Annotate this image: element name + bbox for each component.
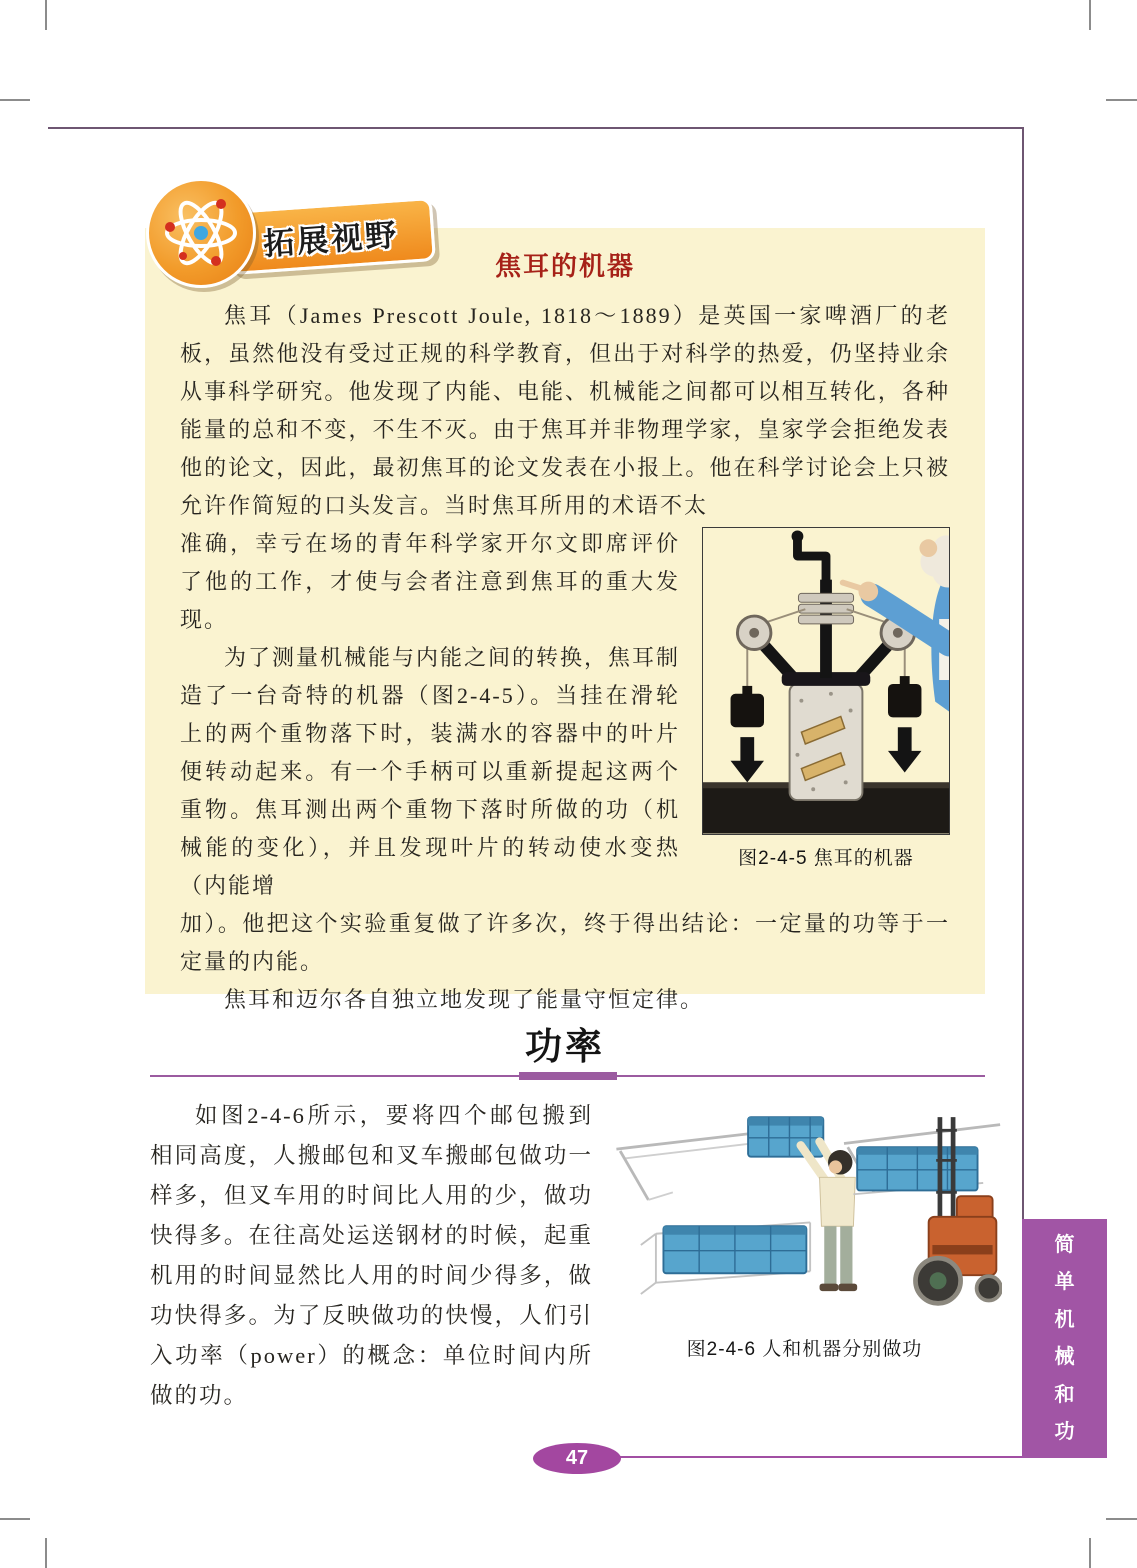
crop-mark (45, 0, 47, 30)
figure-man-machine-caption: 图2-4-6 人和机器分别做功 (686, 1339, 923, 1360)
figure-man-and-machine (607, 1102, 1002, 1362)
tab-char: 简 (1054, 1234, 1075, 1256)
panel-paragraph-2: 为了测量机械能与内能之间的转换，焦耳制造了一台奇特的机器（图2-4-5）。当挂在滑轮上的两个重物落下时，装满水的容器中的叶片便转动起来。有一个手柄可以重新提起这两个重物。焦耳测出两个重物下落时所做的功（机械能的变化），并且发现叶片的转动使水变热（内能增 (180, 645, 681, 898)
crop-mark (0, 99, 30, 101)
expand-view-panel (145, 228, 985, 1012)
panel-title: 焦耳的机器 (494, 251, 635, 281)
badge-label: 拓展视野 (262, 216, 401, 262)
tab-char: 单 (1054, 1271, 1075, 1294)
panel-paragraph-2-cont: 加）。他把这个实验重复做了许多次，终于得出结论：一定量的功等于一定量的内能。 (180, 911, 950, 974)
power-text-figure-row (150, 1096, 1002, 1416)
tab-char: 机 (1054, 1308, 1075, 1331)
badge-plate (226, 197, 436, 275)
atom-icon (146, 178, 256, 288)
crop-mark (1106, 1518, 1137, 1520)
crop-mark (0, 1518, 30, 1520)
panel-text-figure-row (180, 525, 950, 905)
tab-char: 和 (1054, 1383, 1075, 1406)
rule-thick (519, 1072, 617, 1080)
power-paragraph: 如图2-4-6所示，要将四个邮包搬到相同高度，人搬邮包和叉车搬邮包做功一样多，但叉车用的时间比人用的少，做功快得多。在往高处运送钢材的时候，起重机用的时间显然比人用的时间少得多，做功快得多。为了反映做功的快慢，人们引入功率（power）的概念：单位时间内所做的功。 (150, 1103, 593, 1408)
panel-narrow-column (180, 525, 680, 905)
man-and-machine-illustration (607, 1102, 1002, 1326)
chapter-side-tab (1022, 1219, 1107, 1458)
power-text-column (150, 1096, 593, 1416)
panel-paragraph-1-cont: 准确，幸亏在场的青年科学家开尔文即席评价了他的工作，才使与会者注意到焦耳的重大发现。 (180, 531, 680, 632)
page-number: 47 (533, 1443, 621, 1474)
joule-machine-illustration (702, 527, 950, 835)
expand-view-badge (146, 178, 436, 293)
figure-joule-caption: 图2-4-5 焦耳的机器 (738, 848, 914, 869)
panel-paragraph-1-full: 焦耳（James Prescott Joule, 1818～1889）是英国一家啤酒厂的老板，虽然他没有受过正规的科学教育，但出于对科学的热爱，仍坚持业余从事科学研究。他发现了内能、电能、机械能之间都可以相互转化，各种能量的总和不变，不生不灭。由于焦耳并非物理学家，皇家学会拒绝发表他的论文，因此，最初焦耳的论文发表在小报上。他在科学讨论会上只被允许作简短的口头发言。当时焦耳所用的术语不太 (180, 303, 950, 518)
tab-char: 功 (1054, 1420, 1075, 1443)
frame-top-rule (48, 127, 1024, 129)
section-heading-power: 功率 (525, 1026, 605, 1067)
crop-mark (1089, 1538, 1091, 1568)
crop-mark (45, 1538, 47, 1568)
section-heading-rule (150, 1072, 985, 1080)
page-number-rule (615, 1456, 1022, 1458)
figure-joule-machine (702, 527, 950, 871)
crop-mark (1089, 0, 1091, 30)
tab-char: 械 (1054, 1346, 1075, 1369)
panel-paragraph-3: 焦耳和迈尔各自独立地发现了能量守恒定律。 (224, 987, 705, 1012)
crop-mark (1106, 99, 1137, 101)
